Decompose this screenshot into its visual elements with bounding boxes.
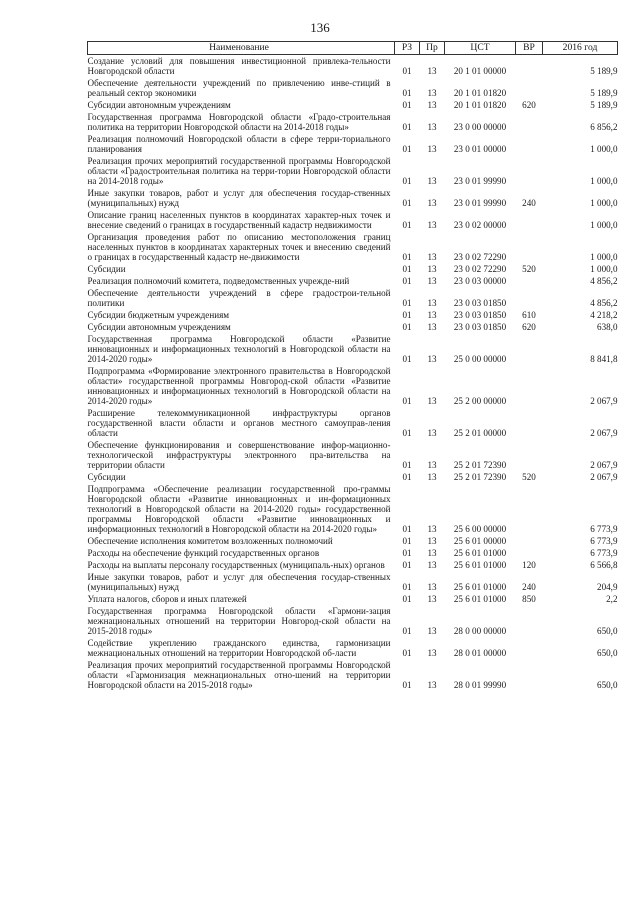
row-cst: 23 0 03 01850: [453, 322, 507, 332]
row-name: [88, 99, 395, 111]
row-pr: 13: [427, 594, 437, 604]
row-vr: 240: [522, 582, 536, 592]
row-pr: 13: [427, 66, 437, 76]
header-vr: ВР: [516, 42, 543, 55]
row-rz: 01: [402, 100, 412, 110]
row-vr: [516, 55, 543, 78]
table-row: [88, 209, 618, 231]
row-rz: 01: [402, 198, 412, 208]
row-name: [88, 483, 395, 535]
row-vr: 620: [522, 322, 536, 332]
table-row: [88, 231, 618, 263]
row-name: [88, 77, 395, 99]
table-row: [88, 547, 618, 559]
row-sum: 1 000,0: [590, 220, 618, 230]
budget-table: [87, 41, 618, 691]
row-name: [88, 333, 395, 365]
row-name: [88, 155, 395, 187]
row-cst: 20 1 01 01820: [453, 100, 507, 110]
row-name-text: Государственная программа Новгородской области «Гармони-зация межнациональных отношений на территории Новгород-ской области на 2015-2018 годы»: [87, 606, 391, 636]
row-vr: [516, 133, 543, 155]
row-pr: 13: [427, 220, 437, 230]
row-sum: 5 189,9: [590, 88, 618, 98]
row-pr: 13: [427, 548, 437, 558]
row-vr: [516, 333, 543, 365]
row-sum: 1 000,0: [590, 264, 618, 274]
table-row: [88, 439, 618, 471]
row-rz: 01: [402, 176, 412, 186]
row-sum: 1 000,0: [590, 252, 618, 262]
row-pr: 13: [427, 582, 437, 592]
row-sum: 650,0: [597, 648, 618, 658]
row-name-text: Субсидии автономным учреждениям: [87, 322, 231, 332]
row-pr: 13: [427, 648, 437, 658]
row-sum: 6 566,8: [590, 560, 618, 570]
table-row: [88, 309, 618, 321]
row-name-text: Реализация прочих мероприятий государственной программы Новгородской области «Градостроительная политика на терри-тории Новгородской области на 2014-2018 годы»: [87, 156, 391, 186]
row-pr: 13: [427, 560, 437, 570]
row-pr: 13: [427, 626, 437, 636]
row-cst: 23 0 03 00000: [453, 276, 507, 286]
table-row: [88, 333, 618, 365]
row-pr: 13: [427, 680, 437, 690]
row-sum: 650,0: [597, 680, 618, 690]
row-name: [88, 559, 395, 571]
row-rz: 01: [402, 428, 412, 438]
row-pr: 13: [427, 472, 437, 482]
table-row: [88, 571, 618, 593]
row-rz: 01: [402, 582, 412, 592]
row-rz: 01: [402, 322, 412, 332]
row-sum: 204,9: [597, 582, 618, 592]
header-rz: РЗ: [395, 42, 420, 55]
row-name-text: Обеспечение деятельности учреждений по привлечению инве-стиций в реальный сектор экономики: [87, 78, 391, 98]
row-vr: [516, 637, 543, 659]
row-cst: 25 6 01 01000: [453, 548, 507, 558]
row-name: [88, 547, 395, 559]
row-rz: 01: [402, 680, 412, 690]
row-sum: 5 189,9: [590, 100, 618, 110]
row-rz: 01: [402, 524, 412, 534]
table-row: [88, 559, 618, 571]
row-pr: 13: [427, 428, 437, 438]
row-cst: 28 0 00 00000: [453, 626, 507, 636]
row-pr: 13: [427, 264, 437, 274]
row-name: [88, 593, 395, 605]
row-pr: 13: [427, 310, 437, 320]
row-rz: 01: [402, 252, 412, 262]
table-row: [88, 133, 618, 155]
table-row: [88, 263, 618, 275]
table-row: [88, 471, 618, 483]
row-cst: 23 0 00 00000: [453, 122, 507, 132]
row-pr: 13: [427, 460, 437, 470]
row-rz: 01: [402, 220, 412, 230]
row-cst: 20 1 01 01820: [453, 88, 507, 98]
row-cst: 25 2 01 00000: [453, 428, 507, 438]
row-pr: 13: [427, 536, 437, 546]
header-year: 2016 год: [543, 42, 618, 55]
row-rz: 01: [402, 560, 412, 570]
row-name: [88, 659, 395, 691]
row-name-text: Расширение телекоммуникационной инфраструктуры органов государственной власти области и органов местного самоуправ-ления области: [87, 408, 391, 438]
row-name-text: Субсидии автономным учреждениям: [87, 100, 231, 110]
row-name: [88, 55, 395, 78]
row-rz: 01: [402, 264, 412, 274]
table-row: [88, 187, 618, 209]
row-cst: 23 0 03 01850: [453, 310, 507, 320]
row-pr: 13: [427, 144, 437, 154]
row-name: [88, 605, 395, 637]
row-name: [88, 187, 395, 209]
row-pr: 13: [427, 354, 437, 364]
row-cst: 25 6 00 00000: [453, 524, 507, 534]
row-sum: 4 856,2: [590, 276, 618, 286]
row-cst: 23 0 02 00000: [453, 220, 507, 230]
row-name: [88, 321, 395, 333]
row-sum: 8 841,8: [590, 354, 618, 364]
row-name-text: Расходы на обеспечение функций государственных органов: [87, 548, 320, 558]
row-cst: 25 6 01 00000: [453, 536, 507, 546]
row-vr: [516, 111, 543, 133]
row-rz: 01: [402, 648, 412, 658]
table-row: [88, 659, 618, 691]
row-cst: 28 0 01 99990: [453, 680, 507, 690]
row-rz: 01: [402, 276, 412, 286]
row-name-text: Реализация полномочий Новгородской области в сфере терри-ториального планирования: [87, 134, 391, 154]
row-cst: 25 6 01 01000: [453, 594, 507, 604]
row-sum: 1 000,0: [590, 144, 618, 154]
row-sum: 1 000,0: [590, 176, 618, 186]
row-vr: 520: [522, 264, 536, 274]
row-name-text: Государственная программа Новгородской области «Градо-строительная политика на территории Новгородской области на 2014-2018 годы»: [87, 112, 391, 132]
row-sum: 2 067,9: [590, 472, 618, 482]
row-sum: 2 067,9: [590, 460, 618, 470]
row-pr: 13: [427, 322, 437, 332]
row-vr: [516, 547, 543, 559]
row-sum: 2,2: [606, 594, 618, 604]
table-row: [88, 407, 618, 439]
row-vr: [516, 535, 543, 547]
row-name-text: Иные закупки товаров, работ и услуг для обеспечения государ-ственных (муниципальных) нужд: [87, 572, 391, 592]
row-name: [88, 365, 395, 407]
row-vr: 520: [522, 472, 536, 482]
row-name-text: Уплата налогов, сборов и иных платежей: [87, 594, 247, 604]
row-name: [88, 209, 395, 231]
row-vr: [516, 77, 543, 99]
row-pr: 13: [427, 88, 437, 98]
row-rz: 01: [402, 536, 412, 546]
header-row: [88, 42, 618, 55]
row-name-text: Субсидии: [87, 264, 126, 274]
row-rz: 01: [402, 460, 412, 470]
row-cst: 25 6 01 01000: [453, 560, 507, 570]
table-row: [88, 321, 618, 333]
row-vr: [516, 483, 543, 535]
row-rz: 01: [402, 472, 412, 482]
row-vr: 850: [522, 594, 536, 604]
row-name: [88, 133, 395, 155]
row-sum: 2 067,9: [590, 396, 618, 406]
row-name: [88, 263, 395, 275]
row-vr: 240: [522, 198, 536, 208]
row-cst: 25 2 01 72390: [453, 460, 507, 470]
row-name-text: Создание условий для повышения инвестиционной привлека-тельности Новгородской области: [87, 56, 391, 76]
row-sum: 6 856,2: [590, 122, 618, 132]
table-body: [88, 55, 618, 692]
row-cst: 23 0 02 72290: [453, 252, 507, 262]
row-name: [88, 571, 395, 593]
row-vr: [516, 659, 543, 691]
header-name: Наименование: [88, 42, 395, 55]
row-name-text: Организация проведения работ по описанию местоположения границ населенных пунктов в координатах характерных точек и внесению сведений о границах в государственный кадастр не-движимости: [87, 232, 391, 262]
table-row: [88, 605, 618, 637]
table-row: [88, 55, 618, 78]
row-name-text: Обеспечение функционирования и совершенствование инфор-мационно-технологической инфраструктуры электронного пра-вительства на территории области: [87, 440, 391, 470]
row-cst: 25 2 01 72390: [453, 472, 507, 482]
table-row: [88, 155, 618, 187]
row-pr: 13: [427, 276, 437, 286]
row-rz: 01: [402, 298, 412, 308]
row-name: [88, 439, 395, 471]
row-sum: 2 067,9: [590, 428, 618, 438]
row-sum: 1 000,0: [590, 198, 618, 208]
row-name: [88, 535, 395, 547]
row-cst: 25 0 00 00000: [453, 354, 507, 364]
header-pr: Пр: [420, 42, 445, 55]
table-row: [88, 483, 618, 535]
row-vr: [516, 275, 543, 287]
page-number: 136: [310, 20, 330, 35]
table-row: [88, 535, 618, 547]
row-vr: [516, 365, 543, 407]
row-vr: [516, 155, 543, 187]
row-pr: 13: [427, 524, 437, 534]
row-sum: 4 218,2: [590, 310, 618, 320]
row-rz: 01: [402, 88, 412, 98]
row-sum: 6 773,9: [590, 548, 618, 558]
row-name-text: Реализация полномочий комитета, подведомственных учрежде-ний: [87, 276, 350, 286]
row-name: [88, 637, 395, 659]
row-name-text: Иные закупки товаров, работ и услуг для обеспечения государ-ственных (муниципальных) нужд: [87, 188, 391, 208]
row-pr: 13: [427, 100, 437, 110]
row-rz: 01: [402, 66, 412, 76]
row-name-text: Подпрограмма «Обеспечение реализации государственной про-граммы Новгородской области «Развитие инновационных и ин-формационных технологий в Новгородской области на 2014-2020 годы» государственной программы Новгородской области «Развитие инновационных и информационных технологий в Новгородской области на 2014-2020 годы»: [87, 484, 391, 534]
row-vr: [516, 231, 543, 263]
row-name-text: Реализация прочих мероприятий государственной программы Новгородской области «Гармонизация межнациональных отно-шений на территории Новгородской области на 2015-2018 годы»: [87, 660, 391, 690]
row-name-text: Государственная программа Новгородской области «Развитие инновационных и информационных технологий в Новгородской области на 2014-2020 годы»: [87, 334, 391, 364]
row-vr: 610: [522, 310, 536, 320]
row-name: [88, 231, 395, 263]
row-pr: 13: [427, 176, 437, 186]
row-rz: 01: [402, 626, 412, 636]
row-rz: 01: [402, 594, 412, 604]
row-sum: 638,0: [597, 322, 618, 332]
row-sum: 6 773,9: [590, 536, 618, 546]
row-cst: 20 1 01 00000: [453, 66, 507, 76]
row-name: [88, 111, 395, 133]
row-name-text: Расходы на выплаты персоналу государственных (муниципаль-ных) органов: [87, 560, 385, 570]
row-sum: 650,0: [597, 626, 618, 636]
row-pr: 13: [427, 198, 437, 208]
row-name-text: Субсидии бюджетным учреждениям: [87, 310, 230, 320]
row-pr: 13: [427, 298, 437, 308]
row-vr: [516, 439, 543, 471]
row-pr: 13: [427, 396, 437, 406]
table-header: [88, 42, 618, 55]
row-name: [88, 471, 395, 483]
row-name-text: Подпрограмма «Формирование электронного правительства в Новгородской области» государственной программы Новгород-ской области «Развитие инновационных и информационных технологий в Новгородской области на 2014-2020 годы»: [87, 366, 391, 406]
row-name-text: Субсидии: [87, 472, 126, 482]
row-vr: [516, 209, 543, 231]
row-name-text: Обеспечение исполнения комитетом возложенных полномочий: [87, 536, 333, 546]
row-pr: 13: [427, 122, 437, 132]
row-name: [88, 275, 395, 287]
row-sum: 5 189,9: [590, 66, 618, 76]
row-rz: 01: [402, 354, 412, 364]
row-rz: 01: [402, 122, 412, 132]
row-name: [88, 287, 395, 309]
row-cst: 23 0 01 99990: [453, 198, 507, 208]
table-row: [88, 365, 618, 407]
row-cst: 23 0 01 99990: [453, 176, 507, 186]
row-vr: [516, 287, 543, 309]
table-row: [88, 111, 618, 133]
row-cst: 28 0 01 00000: [453, 648, 507, 658]
row-name-text: Содействие укреплению гражданского единства, гармонизации межнациональных отношений на территории Новгородской об-ласти: [87, 638, 391, 658]
row-vr: 620: [522, 100, 536, 110]
header-cst: ЦСТ: [445, 42, 516, 55]
row-name: [88, 407, 395, 439]
row-name-text: Описание границ населенных пунктов в координатах характер-ных точек и внесение сведений о границах в государственный кадастр недвижимости: [87, 210, 391, 230]
row-name-text: Обеспечение деятельности учреждений в сфере градострои-тельной политики: [87, 288, 391, 308]
row-rz: 01: [402, 310, 412, 320]
row-rz: 01: [402, 548, 412, 558]
table-row: [88, 99, 618, 111]
row-vr: [516, 407, 543, 439]
table-row: [88, 287, 618, 309]
row-cst: 25 6 01 01000: [453, 582, 507, 592]
row-pr: 13: [427, 252, 437, 262]
row-cst: 25 2 00 00000: [453, 396, 507, 406]
row-name: [88, 309, 395, 321]
row-rz: 01: [402, 396, 412, 406]
table-row: [88, 593, 618, 605]
row-sum: 6 773,9: [590, 524, 618, 534]
row-cst: 23 0 02 72290: [453, 264, 507, 274]
row-rz: 01: [402, 144, 412, 154]
row-cst: 23 0 01 00000: [453, 144, 507, 154]
table-row: [88, 77, 618, 99]
row-vr: 120: [522, 560, 536, 570]
row-cst: 23 0 03 01850: [453, 298, 507, 308]
row-vr: [516, 605, 543, 637]
table-row: [88, 275, 618, 287]
table-row: [88, 637, 618, 659]
row-sum: 4 856,2: [590, 298, 618, 308]
